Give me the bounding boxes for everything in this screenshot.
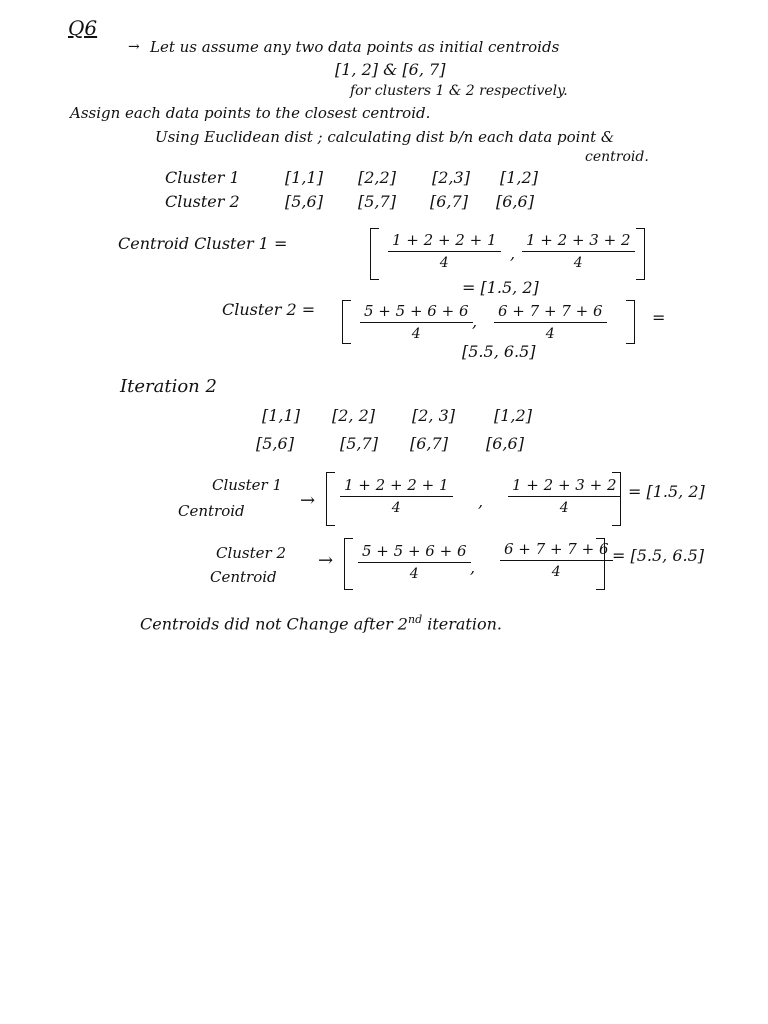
arrow-icon: → [318,550,334,571]
iteration-label: Iteration 2 [120,376,217,397]
denominator: 4 [411,326,421,342]
right-bracket [596,538,605,590]
fraction-x [340,476,453,516]
assign-line-2: Using Euclidean dist ; calculating dist b/n each data point & [155,128,615,146]
iter-centroid-1-label: Centroid [178,502,245,520]
question-heading: Q6 [68,16,98,40]
iteration-point: [2, 2] [332,406,376,425]
iteration-point: [2, 3] [412,406,456,425]
iteration-point: [1,1] [262,406,300,425]
conclusion-before: Centroids did not Change after 2 [140,614,408,634]
numerator: 6 + 7 + 7 + 6 [500,540,613,561]
iter-centroid-1-result: = [1.5, 2] [628,482,705,501]
centroid-2-result: [5.5, 6.5] [462,342,536,361]
arrow-icon: → [300,490,316,511]
denominator: 4 [391,500,401,516]
separator: , [478,492,484,511]
assign-line-1: Assign each data points to the closest centroid. [70,104,431,122]
equals-sign: = [652,308,666,327]
conclusion-superscript: nd [407,613,423,626]
cluster-2-point: [6,6] [496,192,534,211]
iteration-point: [1,2] [494,406,532,425]
cluster-1-label: Cluster 1 [165,168,240,187]
iter-cluster-2-label: Cluster 2 [216,544,287,562]
intro-line-2: [1, 2] & [6, 7] [335,60,446,79]
numerator: 5 + 5 + 6 + 6 [358,542,471,563]
fraction-x [358,542,471,582]
iter-centroid-2-label: Centroid [210,568,277,586]
cluster-2-point: [5,6] [285,192,323,211]
right-bracket [626,300,635,344]
centroid-1-label: Centroid Cluster 1 = [118,234,288,253]
cluster-1-point: [1,1] [285,168,323,187]
cluster-2-point: [6,7] [430,192,468,211]
fraction-y [522,231,635,271]
left-bracket [342,300,351,344]
numerator: 5 + 5 + 6 + 6 [360,302,473,323]
denominator: 4 [559,500,569,516]
centroid-2-label: Cluster 2 = [222,300,316,319]
denominator: 4 [409,566,419,582]
iter-centroid-2-result: = [5.5, 6.5] [612,546,705,565]
right-bracket [612,472,621,526]
separator: , [470,558,476,577]
numerator: 1 + 2 + 2 + 1 [388,231,501,252]
denominator: 4 [439,255,449,271]
iteration-point: [6,6] [486,434,524,453]
cluster-2-label: Cluster 2 [165,192,240,211]
fraction-x [360,302,473,342]
left-bracket [326,472,335,526]
fraction-y [494,302,607,342]
right-bracket [636,228,645,280]
fraction-y [508,476,621,516]
iteration-point: [5,6] [256,434,294,453]
conclusion-after: iteration. [427,614,502,634]
iteration-point: [6,7] [410,434,448,453]
iteration-point: [5,7] [340,434,378,453]
intro-line-3: for clusters 1 & 2 respectively. [350,83,568,99]
numerator: 1 + 2 + 3 + 2 [522,231,635,252]
intro-mark: → [128,39,140,55]
assign-line-3: centroid. [585,149,649,165]
centroid-1-result: = [1.5, 2] [462,278,539,297]
cluster-1-point: [2,2] [358,168,396,187]
numerator: 1 + 2 + 3 + 2 [508,476,621,497]
numerator: 6 + 7 + 7 + 6 [494,302,607,323]
denominator: 4 [545,326,555,342]
iter-cluster-1-label: Cluster 1 [212,476,283,494]
left-bracket [344,538,353,590]
denominator: 4 [551,564,561,580]
cluster-1-point: [1,2] [500,168,538,187]
denominator: 4 [573,255,583,271]
numerator: 1 + 2 + 2 + 1 [340,476,453,497]
left-bracket [370,228,379,280]
fraction-x [388,231,501,271]
separator: , [472,312,478,331]
intro-line-1: Let us assume any two data points as initial centroids [150,38,560,56]
cluster-2-point: [5,7] [358,192,396,211]
separator: , [510,244,516,263]
conclusion-text [140,614,502,632]
cluster-1-point: [2,3] [432,168,470,187]
